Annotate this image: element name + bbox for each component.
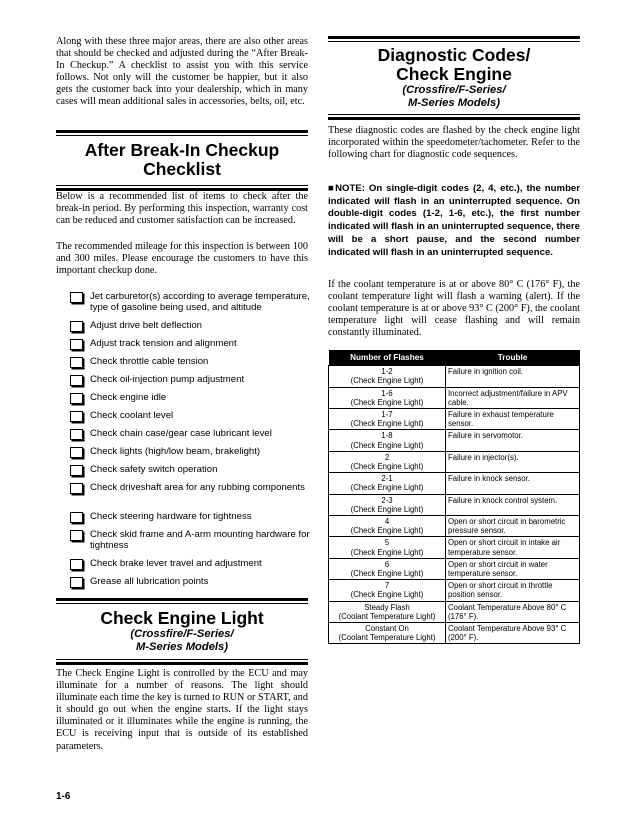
banner-title: Check Engine Light	[100, 608, 264, 628]
flash-count: 1-7	[381, 410, 393, 420]
table-row	[329, 430, 580, 451]
light-type: (Check Engine Light)	[350, 590, 424, 600]
checklist-item[interactable]: Check brake lever travel and adjustment	[70, 558, 310, 570]
table-row	[329, 473, 580, 494]
diagnostic-codes-table	[328, 350, 580, 644]
light-type: (Coolant Temperature Light)	[338, 611, 436, 621]
banner-subtitle-line1: (Crossfire/F-Series/	[402, 84, 506, 96]
checklist-item[interactable]: Check coolant level	[70, 410, 310, 422]
flash-count: Constant On	[365, 624, 409, 634]
checkbox-icon[interactable]	[70, 559, 83, 570]
coolant-paragraph: If the coolant temperature is at or above 80° C (176° F), the coolant temperature light will flash a warning (alert). If the coolant temperature is at or above 93° C (200° F), the coolant temperature light will cease flashing and will remain constantly illuminated.	[328, 279, 580, 339]
flash-count: 2-1	[381, 474, 393, 484]
checkbox-icon[interactable]	[70, 393, 83, 404]
checkbox-icon[interactable]	[70, 465, 83, 476]
flash-count: 5	[384, 538, 390, 548]
checklist-item[interactable]: Check engine idle	[70, 392, 310, 404]
trouble-cell: Incorrect adjustment/failure in APV cable.	[446, 387, 580, 408]
light-type: (Check Engine Light)	[350, 397, 424, 407]
flash-count: 7	[384, 581, 390, 591]
light-type: (Check Engine Light)	[350, 504, 424, 514]
flash-count: 1-6	[381, 388, 393, 398]
checkbox-icon[interactable]	[70, 429, 83, 440]
table-row	[329, 451, 580, 472]
trouble-cell: Open or short circuit in throttle position sensor.	[446, 580, 580, 601]
trouble-cell: Failure in servomotor.	[446, 430, 580, 451]
light-type: (Check Engine Light)	[350, 462, 424, 472]
banner-title-line1: Diagnostic Codes/	[377, 45, 531, 65]
checkbox-icon[interactable]	[70, 357, 83, 368]
checklist-intro-paragraph: Below is a recommended list of items to check after the break-in period. By performing this inspection, warranty cost can be reduced and customer satisfaction can be increased.	[56, 191, 308, 227]
light-type: (Check Engine Light)	[350, 440, 424, 450]
flash-count: Steady Flash	[364, 602, 410, 612]
checklist-item[interactable]: Check steering hardware for tightness	[70, 511, 310, 523]
table-row	[329, 558, 580, 579]
checklist-item[interactable]: Check safety switch operation	[70, 464, 310, 476]
checklist-item[interactable]: Jet carburetor(s) according to average temperature, type of gasoline being used, and altitude	[70, 291, 310, 314]
trouble-cell: Failure in ignition coil.	[446, 366, 580, 387]
flash-count: 2	[384, 452, 390, 462]
checklist-item[interactable]: Check oil-injection pump adjustment	[70, 374, 310, 386]
checkbox-icon[interactable]	[70, 411, 83, 422]
checklist-item[interactable]: Grease all lubrication points	[70, 576, 310, 588]
flash-count: 1-8	[381, 431, 393, 441]
column-header-flashes: Number of Flashes	[329, 350, 446, 366]
trouble-cell: Failure in exhaust temperature sensor.	[446, 409, 580, 430]
light-type: (Check Engine Light)	[350, 419, 424, 429]
checklist-item[interactable]: Check throttle cable tension	[70, 356, 310, 368]
flash-count: 1-2	[381, 367, 393, 377]
checkbox-icon[interactable]	[70, 375, 83, 386]
checklist-item[interactable]: Adjust drive belt deflection	[70, 320, 310, 332]
table-row	[329, 623, 580, 644]
checkbox-icon[interactable]	[70, 292, 83, 303]
flash-count: 6	[384, 559, 390, 569]
checkbox-icon[interactable]	[70, 512, 83, 523]
table-row	[329, 494, 580, 515]
table-row	[329, 537, 580, 558]
trouble-cell: Failure in knock sensor.	[446, 473, 580, 494]
check-engine-light-banner	[56, 598, 308, 665]
diagnostic-intro-paragraph: These diagnostic codes are flashed by the check engine light incorporated within the speedometer/tachometer. Refer to the following chart for diagnostic code sequences.	[328, 125, 580, 161]
light-type: (Check Engine Light)	[350, 547, 424, 557]
table-row	[329, 516, 580, 537]
banner-subtitle-line2: M-Series Models)	[135, 640, 228, 653]
checkbox-icon[interactable]	[70, 339, 83, 350]
after-break-in-banner	[56, 130, 308, 191]
checkbox-icon[interactable]	[70, 483, 83, 494]
trouble-cell: Coolant Temperature Above 80° C (176° F).	[446, 601, 580, 622]
mileage-paragraph: The recommended mileage for this inspection is between 100 and 300 miles. Please encourage the customers to have this important checkup done.	[56, 241, 308, 277]
checkbox-icon[interactable]	[70, 447, 83, 458]
checklist-item[interactable]: Check chain case/gear case lubricant level	[70, 428, 310, 440]
table-row	[329, 387, 580, 408]
light-type: (Coolant Temperature Light)	[338, 633, 436, 643]
column-header-trouble: Trouble	[446, 350, 580, 366]
table-row	[329, 366, 580, 387]
light-type: (Check Engine Light)	[350, 569, 424, 579]
banner-title-line2: Checklist	[143, 159, 221, 179]
banner-subtitle-line2: M-Series Models)	[407, 96, 500, 109]
checkbox-icon[interactable]	[70, 577, 83, 588]
table-row	[329, 580, 580, 601]
banner-title-line1: After Break-In Checkup	[84, 140, 280, 160]
trouble-cell: Open or short circuit in barometric pressure sensor.	[446, 516, 580, 537]
table-row	[329, 601, 580, 622]
trouble-cell: Open or short circuit in intake air temperature sensor.	[446, 537, 580, 558]
light-type: (Check Engine Light)	[350, 526, 424, 536]
checklist-item[interactable]: Check driveshaft area for any rubbing components	[70, 482, 310, 494]
table-header-row	[329, 350, 580, 366]
trouble-cell: Failure in injector(s).	[446, 451, 580, 472]
intro-paragraph: Along with these three major areas, there are also other areas that should be checked and adjusted during the “After Break-In Checkup.” A checklist to assist you with this service follows. Not only will the customer be happier, but it also gets the customer back into your dealership, which in many cases will mean additional sales in accessories, belts, oil, etc.	[56, 36, 308, 108]
trouble-cell: Coolant Temperature Above 93° C (200° F).	[446, 623, 580, 644]
trouble-cell: Failure in knock control system.	[446, 494, 580, 515]
flash-count: 2-3	[381, 495, 393, 505]
checklist-item[interactable]: Check skid frame and A-arm mounting hardware for tightness	[70, 529, 310, 552]
table-row	[329, 409, 580, 430]
checklist-item[interactable]: Adjust track tension and alignment	[70, 338, 310, 350]
light-type: (Check Engine Light)	[350, 376, 424, 386]
check-engine-light-paragraph: The Check Engine Light is controlled by the ECU and may illuminate for a number of reasons. The light should illuminate each time the key is turned to RUN or START, and it should go out when the engine starts. If the light stays illuminated or it illuminates while the engine is running, the ECU is receiving input that is outside of its established parameters.	[56, 668, 308, 752]
checklist-item[interactable]: Check lights (high/low beam, brakelight)	[70, 446, 310, 458]
page-number: 1-6	[56, 791, 71, 802]
flash-count: 4	[384, 517, 390, 527]
diagnostic-codes-banner	[328, 36, 580, 120]
note-paragraph: ■NOTE: On single-digit codes (2, 4, etc.), the number indicated will flash in an uninterrupted sequence. On double-digit codes (1-2, 1-6, etc.), the first number indicated will flash in an uninterrupted sequence, there will be a short pause, and the second number indicated will flash in an uninterrupted sequence.	[328, 183, 580, 258]
trouble-cell: Open or short circuit in water temperature sensor.	[446, 558, 580, 579]
light-type: (Check Engine Light)	[350, 483, 424, 493]
banner-title-line2: Check Engine	[396, 64, 512, 84]
checkbox-icon[interactable]	[70, 321, 83, 332]
checkbox-icon[interactable]	[70, 530, 83, 541]
banner-subtitle-line1: (Crossfire/F-Series/	[130, 628, 234, 640]
